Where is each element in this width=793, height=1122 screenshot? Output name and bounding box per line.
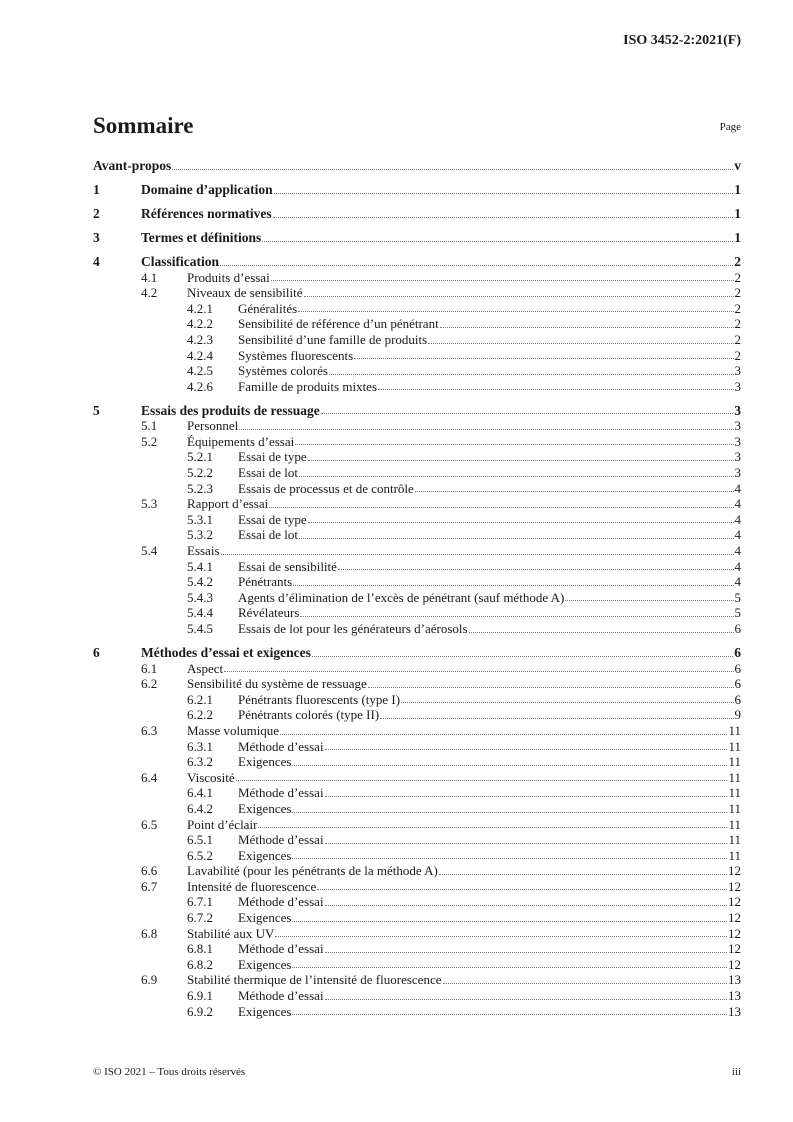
toc-entry-number: 3 (93, 229, 100, 245)
toc-entry-page: 1 (734, 205, 741, 221)
dot-leader (469, 632, 734, 633)
toc-entry-page: 4 (734, 496, 741, 512)
toc-entry-page: 5 (734, 589, 741, 605)
dot-leader (443, 983, 728, 984)
toc-entry-page: 11 (728, 769, 741, 785)
toc-entry-number: 4.2.5 (187, 363, 213, 379)
toc-entry-title: Références normatives (141, 205, 272, 221)
toc-entry[interactable] (93, 527, 741, 543)
dot-leader (273, 217, 734, 218)
toc-entry-title: Produits d’essai (187, 269, 270, 285)
toc-entry-title: Pénétrants colorés (type II) (238, 707, 380, 723)
dot-leader (292, 921, 727, 922)
toc-entry-title: Essai de lot (238, 527, 298, 543)
toc-entry[interactable] (93, 770, 741, 786)
toc-entry-title: Masse volumique (187, 722, 280, 738)
toc-entry-page: 2 (734, 253, 741, 269)
toc-entry-page: 11 (728, 847, 741, 863)
dot-leader (274, 193, 734, 194)
dot-leader (172, 169, 733, 170)
toc-entry-number: 5.3 (141, 496, 158, 512)
toc-entry-number: 6.7.2 (187, 910, 213, 926)
toc-entry[interactable] (93, 972, 741, 988)
toc-entry[interactable] (93, 158, 741, 174)
toc-entry[interactable] (93, 754, 741, 770)
dot-leader (380, 718, 733, 719)
footer-page-number: iii (731, 1066, 741, 1078)
dot-leader (258, 827, 727, 828)
toc-entry[interactable] (93, 785, 741, 801)
dot-leader (292, 1014, 727, 1015)
toc-entry[interactable] (93, 348, 741, 364)
toc-entry[interactable] (93, 285, 741, 301)
toc-entry[interactable] (93, 894, 741, 910)
toc-entry[interactable] (93, 270, 741, 286)
toc-entry-title: Famille de produits mixtes (238, 378, 378, 394)
toc-entry-page: 3 (734, 433, 741, 449)
toc-entry[interactable] (93, 379, 741, 395)
toc-entry-number: 6.2 (141, 676, 158, 692)
toc-entry-page: 4 (734, 543, 741, 559)
toc-entry-number: 4.2.2 (187, 316, 213, 332)
dot-leader (299, 476, 734, 477)
toc-entry[interactable] (93, 403, 741, 419)
toc-entry-number: 5.2.3 (187, 480, 213, 496)
toc-entry-title: Intensité de fluorescence (187, 878, 317, 894)
toc-entry-title: Méthode d’essai (238, 941, 324, 957)
toc-entry-number: 5.4.4 (187, 605, 213, 621)
toc-entry-title: Exigences (238, 754, 292, 770)
toc-entry-number: 6.4 (141, 769, 158, 785)
toc-entry-page: 4 (734, 574, 741, 590)
toc-entry-title: Essai de lot (238, 465, 298, 481)
toc-entry-title: Aspect (187, 660, 224, 676)
toc-entry[interactable] (93, 543, 741, 559)
toc-entry[interactable] (93, 661, 741, 677)
toc-entry[interactable] (93, 206, 741, 222)
toc-entry[interactable] (93, 574, 741, 590)
toc-entry-number: 6.6 (141, 863, 158, 879)
dot-leader (292, 858, 727, 859)
toc-entry-page: 12 (728, 863, 741, 879)
dot-leader (338, 569, 734, 570)
toc-entry-number: 6.5 (141, 816, 158, 832)
toc-entry-title: Classification (141, 253, 220, 269)
dot-leader (308, 460, 734, 461)
toc-entry-page: 13 (728, 988, 741, 1004)
toc-entry-title: Agents d’élimination de l’excès de pénétrant (sauf méthode A) (238, 589, 565, 605)
toc-entry-page: 11 (728, 832, 741, 848)
toc-entry[interactable] (93, 496, 741, 512)
dot-leader (325, 999, 727, 1000)
dot-leader (415, 491, 734, 492)
toc-entry-number: 5.1 (141, 418, 158, 434)
dot-leader (236, 780, 728, 781)
toc-entry[interactable] (93, 723, 741, 739)
toc-entry-title: Méthode d’essai (238, 785, 324, 801)
toc-entry-number: 6.5.2 (187, 847, 213, 863)
toc-entry-page: 2 (734, 347, 741, 363)
toc-entry-number: 6.2.1 (187, 691, 213, 707)
toc-entry[interactable] (93, 465, 741, 481)
toc-entry[interactable] (93, 605, 741, 621)
toc-entry[interactable] (93, 848, 741, 864)
toc-entry-number: 4.2.1 (187, 300, 213, 316)
toc-entry-page: 11 (728, 785, 741, 801)
toc-entry-title: Essai de type (238, 449, 307, 465)
dot-leader (428, 343, 733, 344)
dot-leader (325, 905, 727, 906)
toc-entry[interactable] (93, 182, 741, 198)
toc-entry-page: 2 (734, 331, 741, 347)
toc-entry-number: 6.4.1 (187, 785, 213, 801)
toc-entry[interactable] (93, 692, 741, 708)
toc-entry-number: 6.4.2 (187, 800, 213, 816)
dot-leader (299, 538, 734, 539)
toc-entry-number: 5 (93, 402, 100, 418)
toc-entry-title: Point d’éclair (187, 816, 258, 832)
toc-entry[interactable] (93, 817, 741, 833)
toc-entry-page: 11 (728, 800, 741, 816)
toc-entry[interactable] (93, 863, 741, 879)
toc-entry-number: 6.2.2 (187, 707, 213, 723)
toc-entry-page: 11 (728, 722, 741, 738)
dot-leader (300, 616, 733, 617)
toc-entry-title: Révélateurs (238, 605, 300, 621)
toc-entry-title: Sensibilité de référence d’un pénétrant (238, 316, 439, 332)
toc-entry[interactable] (93, 449, 741, 465)
toc-entry-number: 6.8.2 (187, 956, 213, 972)
toc-entry[interactable] (93, 254, 741, 270)
toc-entry-number: 5.3.2 (187, 527, 213, 543)
toc-entry-number: 4.2.3 (187, 331, 213, 347)
toc-entry-title: Pénétrants (238, 574, 293, 590)
toc-entry-title: Sensibilité du système de ressuage (187, 676, 367, 692)
toc-entry-title: Personnel (187, 418, 239, 434)
toc-entry-title: Pénétrants fluorescents (type I) (238, 691, 401, 707)
toc-entry-page: 11 (728, 816, 741, 832)
toc-entry[interactable] (93, 676, 741, 692)
toc-entry[interactable] (93, 645, 741, 661)
toc-entry-number: 4.2.4 (187, 347, 213, 363)
toc-entry[interactable] (93, 910, 741, 926)
dot-leader (321, 413, 733, 414)
toc-entry-page: 2 (734, 285, 741, 301)
toc-entry-page: 6 (734, 676, 741, 692)
toc-entry-number: 4.1 (141, 269, 158, 285)
dot-leader (280, 734, 727, 735)
toc-entry[interactable] (93, 332, 741, 348)
toc-entry-title: Équipements d’essai (187, 433, 295, 449)
toc-entry-title: Essais des produits de ressuage (141, 402, 320, 418)
toc-entry-page: 4 (734, 511, 741, 527)
toc-entry-page: 11 (728, 738, 741, 754)
footer-copyright: © ISO 2021 – Tous droits réservés (93, 1066, 246, 1078)
toc-entry-title: Essais (187, 543, 220, 559)
toc-entry-number: 4 (93, 253, 100, 269)
dot-leader (298, 311, 733, 312)
dot-leader (401, 702, 733, 703)
toc-entry-page: 12 (728, 894, 741, 910)
dot-leader (224, 671, 733, 672)
dot-leader (325, 952, 727, 953)
toc-entry[interactable] (93, 707, 741, 723)
dot-leader (368, 687, 734, 688)
toc-entry-number: 6.1 (141, 660, 158, 676)
toc-entry[interactable] (93, 316, 741, 332)
toc-entry[interactable] (93, 1004, 741, 1020)
dot-leader (378, 389, 733, 390)
toc-entry-number: 5.4.1 (187, 558, 213, 574)
toc-entry-page: 6 (734, 691, 741, 707)
toc-entry[interactable] (93, 418, 741, 434)
toc-entry-title: Termes et définitions (141, 229, 262, 245)
toc-entry-title: Exigences (238, 800, 292, 816)
toc-entry-title: Essais de lot pour les générateurs d’aérosols (238, 620, 468, 636)
toc-entry-page: 4 (734, 527, 741, 543)
dot-leader (295, 444, 733, 445)
toc-entry-page: 12 (728, 956, 741, 972)
toc-entry-page: 1 (734, 181, 741, 197)
dot-leader (325, 749, 728, 750)
toc-entry-page: 2 (734, 269, 741, 285)
toc-entry-page: 1 (734, 229, 741, 245)
toc-entry-title: Méthode d’essai (238, 832, 324, 848)
toc-entry-number: 6.7 (141, 878, 158, 894)
toc-entry[interactable] (93, 879, 741, 895)
toc-entry[interactable] (93, 988, 741, 1004)
toc-entry-page: 13 (728, 1003, 741, 1019)
toc-entry[interactable] (93, 481, 741, 497)
toc-entry-title: Exigences (238, 1003, 292, 1019)
toc-entry-page: 6 (734, 660, 741, 676)
toc-entry-title: Lavabilité (pour les pénétrants de la méthode A) (187, 863, 438, 879)
dot-leader (439, 874, 727, 875)
page-column-label: Page (719, 121, 741, 133)
dot-leader (440, 327, 734, 328)
toc-entry-number: 6.3 (141, 722, 158, 738)
dot-leader (329, 374, 734, 375)
toc-entry-title: Rapport d’essai (187, 496, 269, 512)
toc-entry-title: Sensibilité d’une famille de produits (238, 331, 428, 347)
toc-entry-page: 12 (728, 941, 741, 957)
toc-entry-number: 5.4 (141, 543, 158, 559)
toc-entry-number: 6.8 (141, 925, 158, 941)
toc-entry-title: Essai de type (238, 511, 307, 527)
page-title: Sommaire (93, 113, 194, 138)
toc-entry-page: 11 (728, 754, 741, 770)
dot-leader (221, 554, 734, 555)
toc-entry[interactable] (93, 363, 741, 379)
dot-leader (325, 843, 728, 844)
toc-entry-number: 6.9.1 (187, 988, 213, 1004)
dot-leader (308, 522, 734, 523)
toc-entry-page: 2 (734, 300, 741, 316)
toc-entry-number: 6.3.2 (187, 754, 213, 770)
toc-entry-title: Essai de sensibilité (238, 558, 337, 574)
toc-entry-number: 5.4.3 (187, 589, 213, 605)
toc-entry[interactable] (93, 957, 741, 973)
dot-leader (275, 936, 727, 937)
toc-entry-number: 6.5.1 (187, 832, 213, 848)
toc-entry-title: Niveaux de sensibilité (187, 285, 303, 301)
toc-entry-title: Méthode d’essai (238, 894, 324, 910)
toc-entry-number: 6 (93, 644, 100, 660)
toc-entry[interactable] (93, 926, 741, 942)
toc-entry-page: 12 (728, 925, 741, 941)
dot-leader (312, 656, 733, 657)
toc-entry-title: Stabilité thermique de l’intensité de fluorescence (187, 972, 442, 988)
toc-entry-number: 5.2.2 (187, 465, 213, 481)
toc-entry-page: 3 (734, 465, 741, 481)
toc-entry-title: Exigences (238, 956, 292, 972)
toc-entry-title: Viscosité (187, 769, 235, 785)
table-of-contents (93, 158, 741, 1019)
toc-entry[interactable] (93, 739, 741, 755)
toc-entry-page: 12 (728, 910, 741, 926)
dot-leader (565, 600, 733, 601)
toc-entry-page: v (734, 158, 741, 173)
toc-entry-page: 13 (728, 972, 741, 988)
toc-entry-page: 5 (734, 605, 741, 621)
toc-entry-page: 9 (734, 707, 741, 723)
toc-entry-title: Exigences (238, 847, 292, 863)
toc-entry-title: Domaine d’application (141, 181, 273, 197)
toc-entry-number: 2 (93, 205, 100, 221)
toc-entry-number: 5.4.5 (187, 620, 213, 636)
toc-entry[interactable] (93, 434, 741, 450)
toc-entry-page: 4 (734, 558, 741, 574)
toc-entry-page: 4 (734, 480, 741, 496)
toc-entry-number: 6.3.1 (187, 738, 213, 754)
dot-leader (269, 507, 733, 508)
toc-entry-number: 6.9.2 (187, 1003, 213, 1019)
toc-entry-title: Méthodes d’essai et exigences (141, 644, 311, 660)
toc-entry-number: 6.9 (141, 972, 158, 988)
toc-entry-number: 4.2 (141, 285, 158, 301)
toc-entry-number: 5.2 (141, 433, 158, 449)
toc-entry[interactable] (93, 559, 741, 575)
dot-leader (293, 585, 733, 586)
toc-entry-page: 12 (728, 878, 741, 894)
dot-leader (317, 889, 727, 890)
dot-leader (220, 265, 733, 266)
toc-entry-title: Avant-propos (93, 158, 172, 173)
toc-entry-title: Systèmes fluorescents (238, 347, 354, 363)
toc-entry[interactable] (93, 512, 741, 528)
toc-entry[interactable] (93, 590, 741, 606)
toc-entry-title: Méthode d’essai (238, 988, 324, 1004)
toc-entry-page: 2 (734, 316, 741, 332)
toc-entry-title: Généralités (238, 300, 298, 316)
toc-entry[interactable] (93, 941, 741, 957)
toc-entry-number: 5.4.2 (187, 574, 213, 590)
toc-entry-title: Systèmes colorés (238, 363, 328, 379)
dot-leader (271, 280, 734, 281)
toc-entry-number: 6.7.1 (187, 894, 213, 910)
dot-leader (292, 967, 727, 968)
toc-entry[interactable] (93, 230, 741, 246)
toc-entry-title: Méthode d’essai (238, 738, 324, 754)
toc-entry-number: 5.2.1 (187, 449, 213, 465)
dot-leader (292, 812, 727, 813)
toc-entry-title: Stabilité aux UV (187, 925, 275, 941)
toc-entry-page: 6 (734, 644, 741, 660)
dot-leader (354, 358, 733, 359)
toc-entry[interactable] (93, 832, 741, 848)
document-id: ISO 3452-2:2021(F) (623, 33, 741, 48)
toc-entry-title: Exigences (238, 910, 292, 926)
toc-entry-page: 3 (734, 449, 741, 465)
toc-entry[interactable] (93, 801, 741, 817)
toc-entry-number: 5.3.1 (187, 511, 213, 527)
toc-entry-page: 6 (734, 620, 741, 636)
toc-entry-page: 3 (734, 418, 741, 434)
toc-entry-number: 6.8.1 (187, 941, 213, 957)
dot-leader (325, 796, 728, 797)
toc-entry[interactable] (93, 621, 741, 637)
toc-entry-page: 3 (734, 363, 741, 379)
toc-entry-number: 1 (93, 181, 100, 197)
dot-leader (239, 429, 733, 430)
toc-entry-page: 3 (734, 402, 741, 418)
dot-leader (304, 296, 734, 297)
toc-entry[interactable] (93, 301, 741, 317)
toc-entry-number: 4.2.6 (187, 378, 213, 394)
dot-leader (262, 241, 733, 242)
toc-entry-title: Essais de processus et de contrôle (238, 480, 414, 496)
toc-entry-page: 3 (734, 378, 741, 394)
dot-leader (292, 765, 727, 766)
